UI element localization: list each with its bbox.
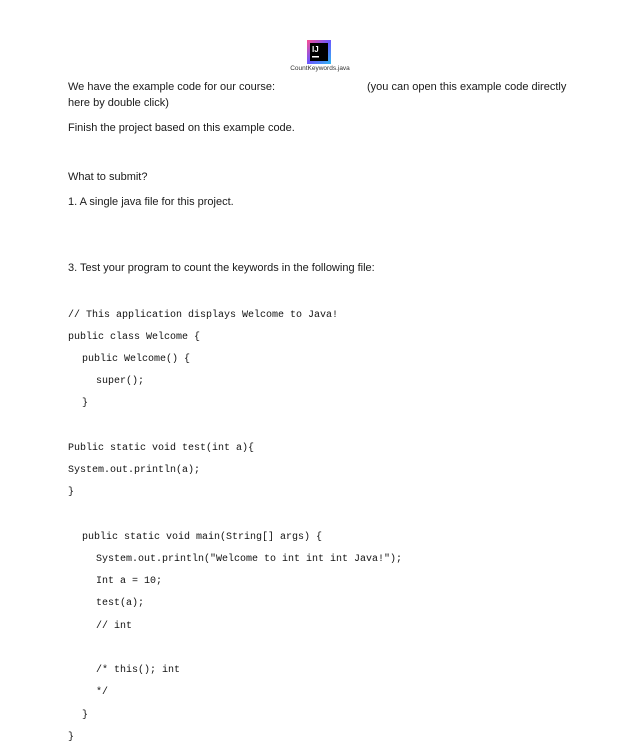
code-line: System.out.println(a); xyxy=(68,465,201,476)
code-line: super(); xyxy=(96,376,145,387)
code-line: public Welcome() { xyxy=(82,354,191,365)
code-line: } xyxy=(82,398,89,409)
submit-item-1: 1. A single java file for this project. xyxy=(68,196,234,208)
code-line: } xyxy=(68,487,75,498)
code-line: test(a); xyxy=(96,598,145,609)
code-line: // int xyxy=(96,621,133,632)
test-instruction: 3. Test your program to count the keywords in the following file: xyxy=(68,262,375,274)
code-line: public static void main(String[] args) { xyxy=(82,532,323,543)
code-line: } xyxy=(82,710,89,721)
intro-line-right: (you can open this example code directly xyxy=(367,81,567,93)
embedded-java-file[interactable] xyxy=(307,40,331,64)
icon-text: IJ xyxy=(312,45,319,54)
code-line: Public static void test(int a){ xyxy=(68,443,255,454)
attachment-filename[interactable]: CountKeywords.java xyxy=(290,65,350,72)
intro-line-left: We have the example code for our course: xyxy=(68,81,276,93)
submit-heading: What to submit? xyxy=(68,171,148,183)
intro-line-2: here by double click) xyxy=(68,97,169,109)
code-line: System.out.println("Welcome to int int int Java!"); xyxy=(96,554,403,565)
code-line: public class Welcome { xyxy=(68,332,201,343)
intellij-file-icon xyxy=(307,40,331,64)
code-line: /* this(); int xyxy=(96,665,181,676)
code-line: } xyxy=(68,732,75,743)
code-line: // This application displays Welcome to Java! xyxy=(68,310,339,321)
code-line: Int a = 10; xyxy=(96,576,163,587)
code-line: */ xyxy=(96,687,109,698)
instruction-text: Finish the project based on this example code. xyxy=(68,122,295,134)
